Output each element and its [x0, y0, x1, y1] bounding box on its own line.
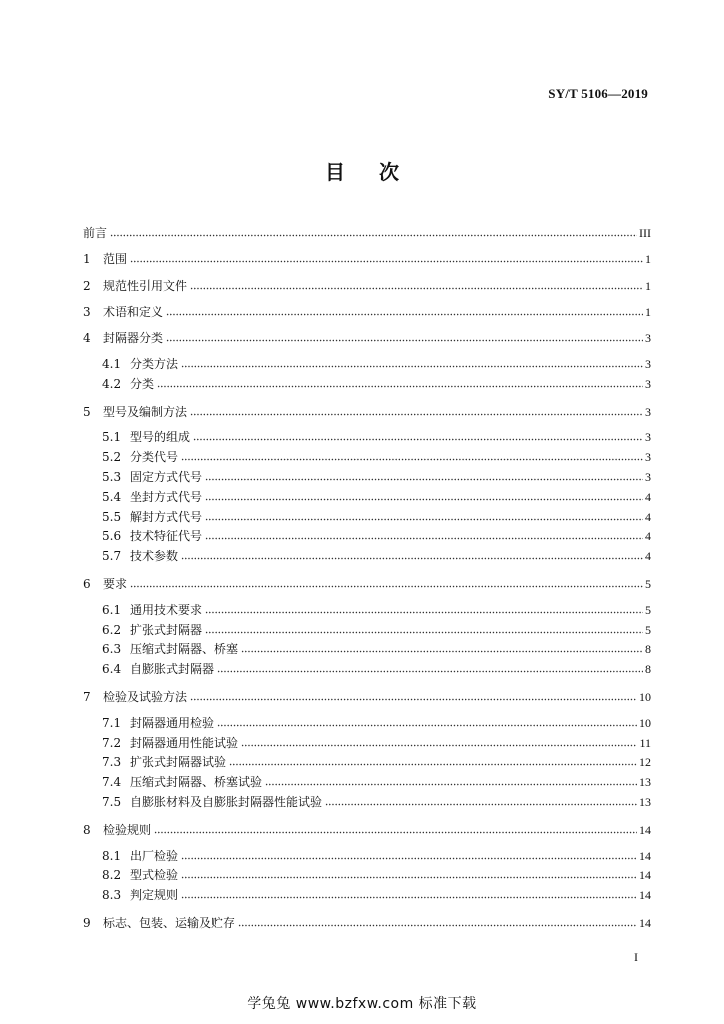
page-number: I: [634, 950, 638, 964]
toc-dot-leader: [265, 777, 637, 787]
toc-entry[interactable]: [83, 250, 651, 268]
toc-entry-number: 6: [83, 577, 91, 591]
toc-dot-leader: [190, 692, 637, 702]
toc-entry-page: 13: [639, 795, 651, 809]
toc-entry-number: 5.7: [102, 549, 122, 564]
toc-entry[interactable]: [102, 866, 651, 884]
toc-entry-number: 6.2: [102, 622, 122, 637]
toc-entry-number: 5.4: [102, 489, 122, 504]
toc-entry-number: 7.5: [102, 795, 122, 809]
toc-entry-label: 检验规则: [103, 822, 152, 837]
toc-entry-page: 4: [645, 529, 651, 544]
toc-entry-page: 4: [645, 509, 651, 524]
toc-entry-label: 分类: [130, 376, 155, 391]
toc-entry-number: 8.1: [102, 848, 122, 863]
toc-entry-label: 压缩式封隔器、桥塞: [130, 642, 239, 657]
toc-dot-leader: [205, 492, 643, 502]
toc-entry[interactable]: [102, 793, 651, 811]
watermark-footer: 学兔兔 www.bzfxw.com 标准下载: [247, 996, 477, 1012]
toc-entry[interactable]: [83, 303, 651, 321]
toc-entry[interactable]: [102, 508, 651, 526]
toc-entry-label: 压缩式封隔器、桥塞试验: [130, 775, 263, 790]
toc-dot-leader: [190, 407, 643, 417]
toc-dot-leader: [205, 531, 643, 541]
toc-entry-page: 3: [645, 357, 651, 371]
toc-entry-page: 1: [645, 252, 651, 267]
toc-entry-page: 14: [639, 868, 651, 883]
toc-entry[interactable]: [102, 488, 651, 506]
toc-entry-number: 8.3: [102, 888, 122, 903]
toc-entry[interactable]: [102, 601, 651, 619]
toc-entry-page: 5: [645, 622, 651, 637]
toc-entry[interactable]: [102, 886, 651, 904]
toc-entry-number: 7.1: [102, 715, 122, 730]
toc-entry-page: 3: [645, 430, 651, 445]
toc-entry-page: 10: [639, 690, 651, 704]
toc-entry-page: 12: [639, 755, 651, 770]
toc-dot-leader: [166, 333, 643, 343]
toc-entry-page: 11: [639, 735, 651, 750]
toc-entry-page: 3: [645, 404, 651, 419]
toc-entry-page: 10: [639, 715, 651, 730]
toc-entry-number: 5.3: [102, 470, 122, 484]
toc-entry[interactable]: [102, 468, 651, 486]
toc-entry-number: 8.2: [102, 868, 122, 883]
toc-entry[interactable]: [102, 621, 651, 639]
toc-entry-number: 4: [83, 331, 91, 346]
toc-entry-number: 1: [83, 252, 91, 267]
toc-entry[interactable]: [83, 575, 651, 593]
toc-entry-number: 6.1: [102, 602, 122, 617]
toc-entry[interactable]: [102, 640, 651, 658]
toc-dot-leader: [229, 757, 637, 767]
toc-dot-leader: [157, 379, 643, 389]
toc-dot-leader: [130, 254, 643, 264]
toc-dot-leader: [205, 625, 643, 635]
toc-entry-label: 型号的组成: [130, 430, 191, 445]
toc-entry[interactable]: [102, 847, 651, 865]
toc-entry-page: 5: [645, 577, 651, 591]
toc-entry-label: 固定方式代号: [130, 470, 203, 484]
toc-dot-leader: [181, 890, 637, 900]
toc-entry-label: 前言: [83, 226, 108, 240]
toc-dot-leader: [190, 281, 643, 291]
page-title: 目次: [325, 160, 433, 184]
toc-entry-label: 封隔器通用检验: [130, 715, 215, 730]
toc-entry-label: 分类方法: [130, 357, 179, 371]
toc-entry-page: 14: [639, 916, 651, 930]
toc-entry-label: 范围: [103, 252, 128, 267]
toc-entry-page: 14: [639, 848, 651, 863]
toc-dot-leader: [130, 579, 643, 589]
toc-entry[interactable]: [102, 734, 651, 752]
toc-entry[interactable]: [102, 355, 651, 373]
toc-entry-number: 6.4: [102, 662, 122, 677]
toc-entry-number: 5.2: [102, 450, 122, 465]
toc-entry[interactable]: [102, 375, 651, 393]
toc-entry-label: 自膨胀式封隔器: [130, 662, 215, 677]
standard-code: SY/T 5106—2019: [548, 86, 648, 101]
toc-entry-number: 4.1: [102, 357, 122, 371]
toc-entry-label: 型式检验: [130, 868, 179, 883]
toc-entry[interactable]: [83, 224, 651, 242]
toc-entry-number: 7: [83, 690, 91, 704]
toc-entry[interactable]: [102, 773, 651, 791]
toc-entry-number: 3: [83, 304, 91, 319]
toc-dot-leader: [217, 718, 637, 728]
toc-dot-leader: [181, 551, 643, 561]
toc-dot-leader: [193, 432, 643, 442]
toc-entry-label: 自膨胀材料及自膨胀封隔器性能试验: [130, 795, 323, 809]
toc-dot-leader: [205, 512, 643, 522]
toc-entry-number: 5: [83, 404, 91, 419]
toc-entry[interactable]: [102, 547, 651, 565]
toc-entry-label: 标志、包装、运输及贮存: [103, 916, 236, 930]
toc-dot-leader: [110, 228, 637, 238]
toc-entry-label: 出厂检验: [130, 848, 179, 863]
toc-entry-page: 3: [645, 376, 651, 391]
toc-entry-number: 7.3: [102, 755, 122, 770]
toc-entry-number: 2: [83, 278, 91, 293]
toc-entry-label: 扩张式封隔器: [130, 622, 203, 637]
toc-entry[interactable]: [102, 448, 651, 466]
toc-entry-page: 5: [645, 602, 651, 617]
toc-entry-number: 5.5: [102, 509, 122, 524]
toc-dot-leader: [241, 738, 637, 748]
toc-entry-label: 封隔器通用性能试验: [130, 735, 239, 750]
toc-entry-page: 14: [639, 822, 651, 837]
toc-entry-label: 判定规则: [130, 888, 179, 903]
toc-entry[interactable]: [102, 714, 651, 732]
toc-dot-leader: [181, 870, 637, 880]
toc-entry-label: 检验及试验方法: [103, 690, 188, 704]
toc-dot-leader: [181, 359, 643, 369]
toc-entry-label: 技术特征代号: [130, 529, 203, 544]
toc-dot-leader: [154, 825, 637, 835]
toc-entry[interactable]: [83, 403, 651, 421]
toc-entry[interactable]: [83, 914, 651, 932]
toc-entry-number: 5.6: [102, 529, 122, 544]
toc-entry[interactable]: [83, 688, 651, 706]
toc-entry[interactable]: [83, 821, 651, 839]
toc-entry-page: 3: [645, 450, 651, 465]
toc-entry-page: 4: [645, 489, 651, 504]
toc-entry-label: 封隔器分类: [103, 331, 164, 346]
toc-entry-label: 要求: [103, 577, 128, 591]
toc-entry-label: 通用技术要求: [130, 602, 203, 617]
toc-dot-leader: [181, 851, 637, 861]
toc-entry[interactable]: [83, 277, 651, 295]
toc-dot-leader: [217, 664, 643, 674]
toc-entry-number: 7.4: [102, 775, 122, 790]
toc-entry-label: 术语和定义: [103, 304, 164, 319]
toc-entry-page: 14: [639, 888, 651, 903]
toc-entry[interactable]: [102, 660, 651, 678]
toc-entry-page: 8: [645, 642, 651, 657]
toc-entry[interactable]: [102, 428, 651, 446]
toc-entry-label: 规范性引用文件: [103, 278, 188, 293]
toc-entry-page: 1: [645, 304, 651, 319]
toc-entry-number: 4.2: [102, 376, 122, 391]
toc-entry-label: 解封方式代号: [130, 509, 203, 524]
toc-entry-label: 坐封方式代号: [130, 489, 203, 504]
toc-dot-leader: [205, 605, 643, 615]
toc-dot-leader: [205, 472, 643, 482]
toc-entry-label: 分类代号: [130, 450, 179, 465]
toc-dot-leader: [241, 644, 643, 654]
toc-dot-leader: [166, 307, 643, 317]
toc-entry-number: 8: [83, 822, 91, 837]
toc-entry[interactable]: [102, 753, 651, 771]
toc-dot-leader: [238, 918, 637, 928]
toc-dot-leader: [181, 452, 643, 462]
toc-entry-label: 扩张式封隔器试验: [130, 755, 227, 770]
toc-entry-label: 型号及编制方法: [103, 404, 188, 419]
toc-entry-number: 5.1: [102, 430, 122, 445]
toc-entry-page: 8: [645, 662, 651, 677]
toc-entry-page: 3: [645, 470, 651, 484]
toc-entry-page: 3: [645, 331, 651, 346]
toc-entry-number: 7.2: [102, 735, 122, 750]
toc-entry-label: 技术参数: [130, 549, 179, 564]
toc-entry[interactable]: [102, 527, 651, 545]
toc-entry-number: 6.3: [102, 642, 122, 657]
toc-entry-page: III: [639, 226, 651, 240]
toc-entry-page: 13: [639, 775, 651, 790]
toc-entry-page: 4: [645, 549, 651, 564]
toc-entry-number: 9: [83, 916, 91, 930]
toc-dot-leader: [325, 797, 637, 807]
toc-entry[interactable]: [83, 329, 651, 347]
toc-entry-page: 1: [645, 278, 651, 293]
